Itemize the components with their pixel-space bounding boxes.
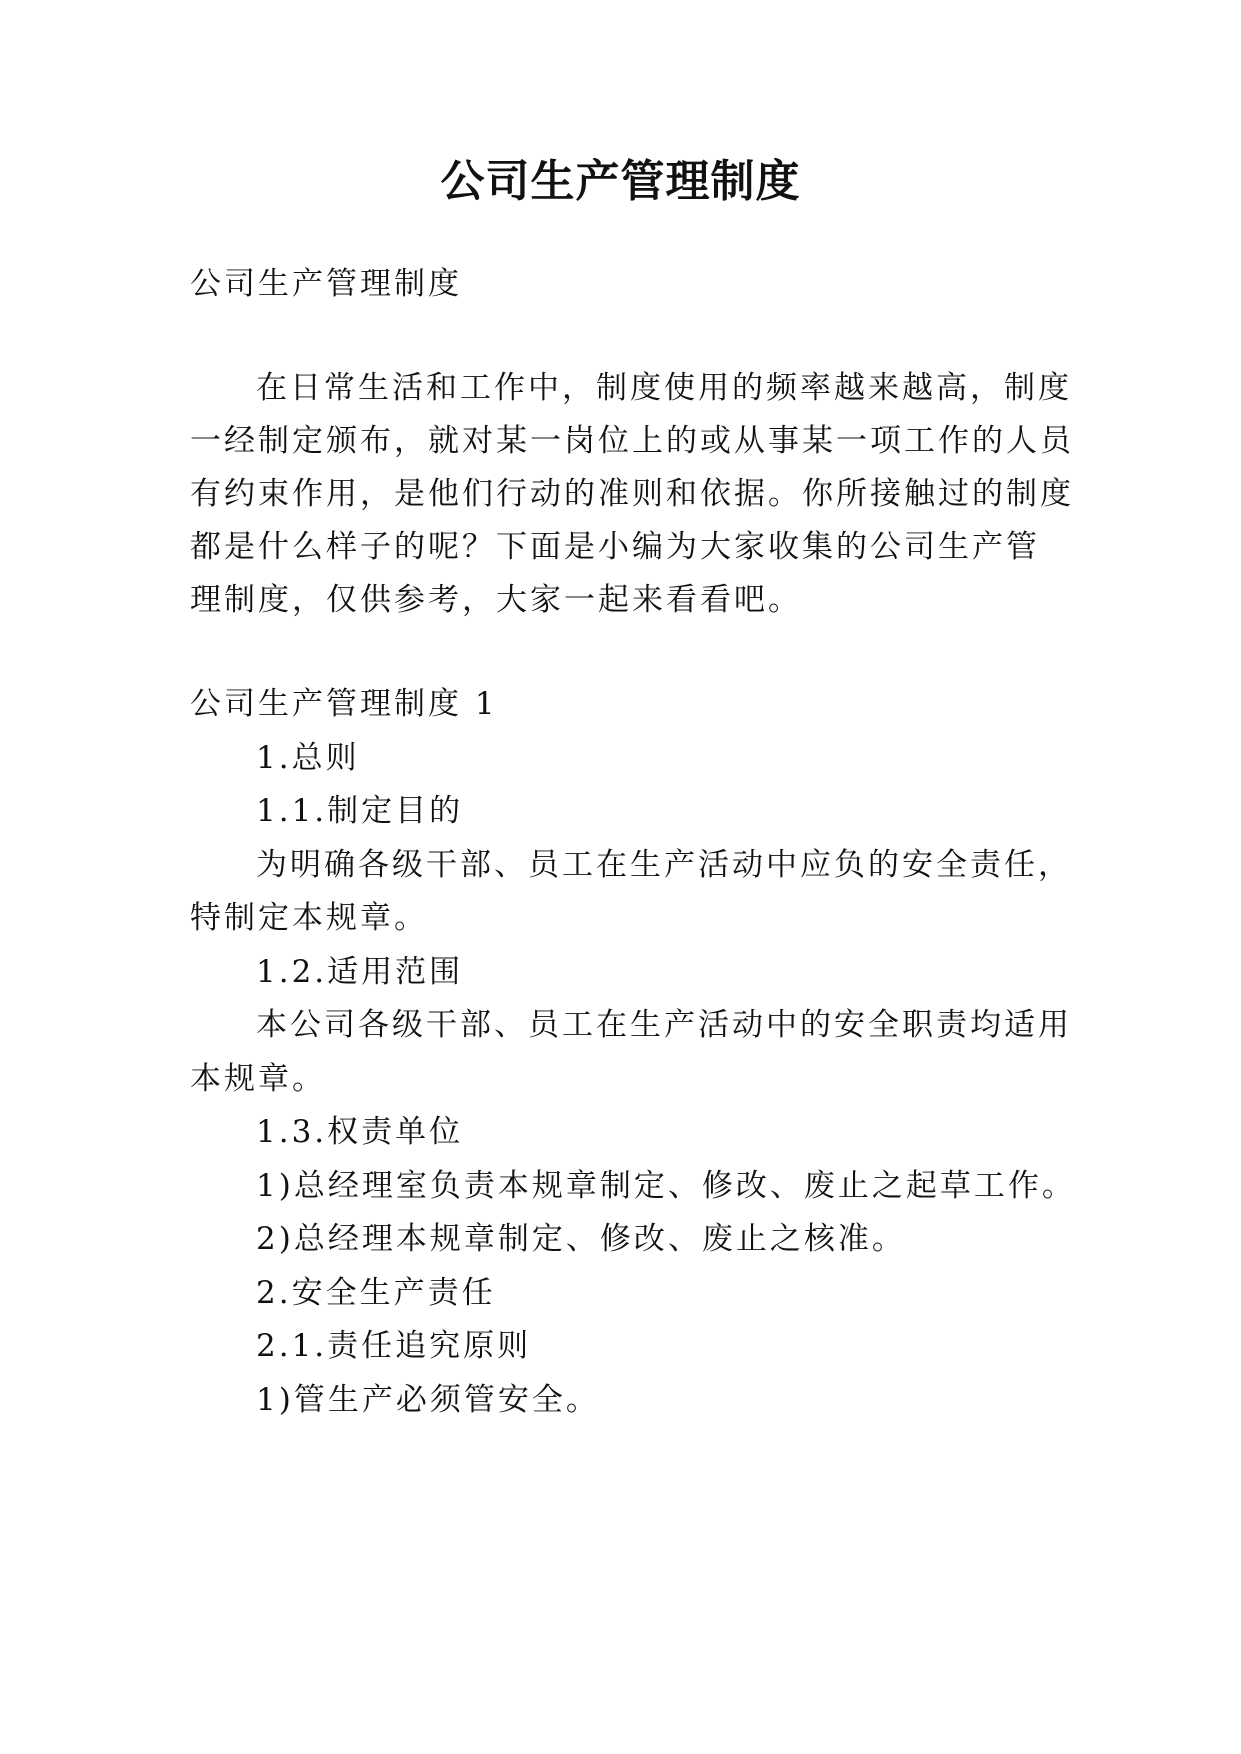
document-title: 公司生产管理制度 [440,156,801,207]
intro-line: 在日常生活和工作中，制度使用的频率越来越高，制度 [256,370,1072,406]
intro-line: 一经制定颁布，就对某一岗位上的或从事某一项工作的人员 [190,423,1074,459]
intro-line: 理制度，仅供参考，大家一起来看看吧。 [190,582,802,618]
body-line: 1.总则 [256,740,360,776]
body-line: 1.3.权责单位 [256,1114,464,1150]
body-line: 1)管生产必须管安全。 [256,1382,600,1418]
section-heading: 公司生产管理制度 1 [190,686,498,722]
body-line: 本公司各级干部、员工在生产活动中的安全职责均适用 [256,1007,1072,1043]
body-line: 本规章。 [190,1061,326,1097]
body-line: 1.2.适用范围 [256,954,464,990]
body-line: 1.1.制定目的 [256,793,464,829]
body-line: 1)总经理室负责本规章制定、修改、废止之起草工作。 [256,1168,1076,1204]
body-line: 为明确各级干部、员工在生产活动中应负的安全责任， [256,847,1072,883]
body-line: 2.1.责任追究原则 [256,1328,532,1364]
body-line: 2.安全生产责任 [256,1275,496,1311]
intro-line: 都是什么样子的呢？下面是小编为大家收集的公司生产管 [190,529,1040,565]
body-line: 特制定本规章。 [190,900,428,936]
document-subtitle: 公司生产管理制度 [190,266,462,302]
intro-line: 有约束作用，是他们行动的准则和依据。你所接触过的制度 [190,476,1074,512]
body-line: 2)总经理本规章制定、修改、废止之核准。 [256,1221,906,1257]
